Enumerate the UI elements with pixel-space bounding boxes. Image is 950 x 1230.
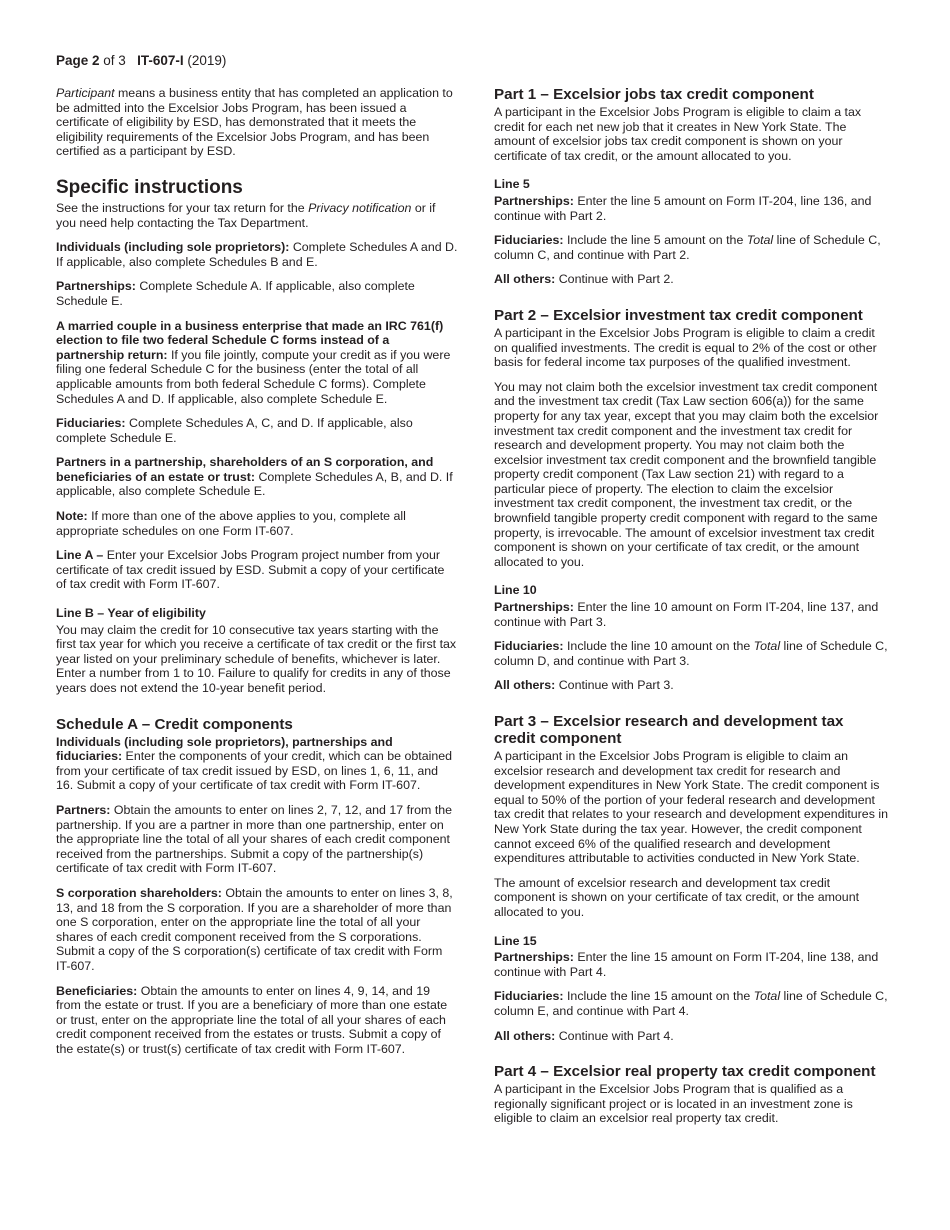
- specific-instructions-heading: Specific instructions: [56, 176, 243, 198]
- part-2-all-others-text: Continue with Part 3.: [555, 678, 674, 693]
- part-3-heading: Part 3 – Excelsior research and development tax credit component: [494, 713, 844, 747]
- schedule-a-beneficiaries-paragraph: [56, 984, 458, 1057]
- part-2-all-others: [494, 678, 888, 693]
- married-couple-text: If you file jointly, compute your credit as if you were filing one federal Schedule C for the business (enter the total of all applicable amounts from both federal Schedule C forms). Complete Schedules A and D. If applicable, also complete Schedule E.: [56, 347, 451, 406]
- part-2-fiduciaries-text-a: Include the line 10 amount on the: [563, 639, 754, 654]
- partnerships-text: Complete Schedule A. If applicable, also complete Schedule E.: [56, 279, 415, 308]
- part-1-all-others-text: Continue with Part 2.: [555, 272, 674, 287]
- form-year: (2019): [183, 53, 227, 68]
- individuals-text: Complete Schedules A and D. If applicable, also complete Schedules B and E.: [56, 240, 458, 269]
- line-5-heading: Line 5: [494, 177, 530, 192]
- right-column: [494, 86, 888, 1136]
- part-2-fiduciaries-label: Fiduciaries:: [494, 639, 564, 654]
- married-couple-paragraph: [56, 319, 458, 407]
- part-3-partnerships: [494, 950, 888, 979]
- part-3-fiduciaries-text-a: Include the line 15 amount on the: [563, 989, 754, 1004]
- part-3-text-1: A participant in the Excelsior Jobs Program is eligible to claim an excelsior research and development tax credit for research and development expenditures in New York State. The credit component is equal to 50% of the portion of your federal research and development tax credit that relates to your research and development expenditures in New York State during the tax year. However, the credit component cannot exceed 6% of the qualified research and development expenditures attributable to activities conducted in New York State.: [494, 749, 888, 866]
- part-2-text-1: A participant in the Excelsior Jobs Program is eligible to claim a credit on qualified investments. The credit is equal to 2% of the cost or other basis for federal income tax purposes of the qualified investment.: [494, 325, 877, 370]
- part-3-partnerships-label: Partnerships:: [494, 950, 574, 965]
- part-2-total-term: Total: [753, 639, 781, 654]
- part-3-fiduciaries-text-b: line of Schedule C, column E, and continue with Part 4.: [494, 989, 888, 1018]
- line-b-heading: Line B – Year of eligibility: [56, 606, 206, 621]
- married-couple-label: A married couple in a business enterprise that made an IRC 761(f) election to file two federal Schedule C forms instead of a partnership return:: [56, 318, 444, 362]
- left-column: [56, 86, 458, 1066]
- line-a-text: Enter your Excelsior Jobs Program project number from your certificate of tax credit issued by ESD. Submit a copy of your certificate of tax credit with Form IT-607.: [56, 548, 445, 592]
- schedule-a-individuals-text: Enter the components of your credit, which can be obtained from your certificate of tax credit issued by ESD, on lines 1, 6, 11, and 16. Submit a copy of your certificate of tax credit with Form IT-607.: [56, 749, 453, 793]
- part-3-all-others-text: Continue with Part 4.: [555, 1028, 674, 1043]
- line-a-paragraph: [56, 548, 458, 592]
- part-3-partnerships-text: Enter the line 15 amount on Form IT-204, line 138, and continue with Part 4.: [494, 950, 879, 979]
- schedule-a-partners-paragraph: [56, 803, 458, 876]
- part-2-fiduciaries-text-b: line of Schedule C, column D, and continue with Part 3.: [494, 639, 888, 668]
- partnerships-paragraph: [56, 279, 458, 308]
- part-3-all-others-label: All others:: [494, 1028, 556, 1043]
- fiduciaries-paragraph: [56, 416, 458, 445]
- fiduciaries-label: Fiduciaries:: [56, 416, 126, 431]
- note-text: If more than one of the above applies to you, complete all appropriate schedules on one Form IT-607.: [56, 509, 406, 538]
- line-a-label: Line A –: [56, 548, 104, 563]
- part-1-fiduciaries-text-b: line of Schedule C, column C, and continue with Part 2.: [494, 233, 881, 262]
- part-1-all-others-label: All others:: [494, 272, 556, 287]
- part-1-fiduciaries-label: Fiduciaries:: [494, 233, 564, 248]
- part-1-fiduciaries-text-a: Include the line 5 amount on the: [563, 233, 747, 248]
- part-3-text-2: The amount of excelsior research and development tax credit component is shown on your certificate of tax credit, or the amount allocated to you.: [494, 875, 860, 919]
- part-1-partnerships-text: Enter the line 5 amount on Form IT-204, line 136, and continue with Part 2.: [494, 193, 872, 223]
- part-2-all-others-label: All others:: [494, 678, 556, 693]
- part-2-fiduciaries: [494, 639, 888, 668]
- part-3-fiduciaries: [494, 989, 888, 1018]
- page-number: 2: [92, 53, 100, 68]
- line-10-heading: Line 10: [494, 583, 537, 598]
- partners-text: Complete Schedules A, B, and D. If applicable, also complete Schedule E.: [56, 469, 453, 499]
- schedule-a-beneficiaries-label: Beneficiaries:: [56, 983, 138, 998]
- schedule-a-partners-label: Partners:: [56, 802, 111, 817]
- participant-definition: [56, 86, 458, 159]
- part-1-heading: Part 1 – Excelsior jobs tax credit component: [494, 86, 814, 103]
- line-b-text: You may claim the credit for 10 consecutive tax years starting with the first tax year for which you receive a certificate of tax credit or the first tax year listed on your preliminary schedule of benefits, whichever is later. Enter a number from 1 to 10. Failure to qualify for credits in any of those years does not extend the 10-year benefit period.: [56, 622, 457, 695]
- participant-term: Participant: [56, 86, 115, 100]
- part-4-text: A participant in the Excelsior Jobs Program that is qualified as a regionally significant project or is located in an investment zone is eligible to claim an excelsior real property tax credit.: [494, 1082, 853, 1126]
- part-1-fiduciaries: [494, 233, 888, 262]
- privacy-notification-term: Privacy notification: [308, 200, 412, 215]
- part-3-fiduciaries-label: Fiduciaries:: [494, 989, 564, 1004]
- partnerships-label: Partnerships:: [56, 279, 136, 294]
- part-2-text-2: You may not claim both the excelsior investment tax credit component and the investment tax credit (Tax Law section 606(a)) for the same property for any tax year, except that you may claim both the excelsior investment tax credit component and the investment tax credit for research and development property. You may not claim both the excelsior investment tax credit component and the brownfield tangible property credit component (Tax Law section 21) with regard to a particular piece of property. The election to claim the excelsior investment tax credit component, the investment tax credit, or the brownfield tangible property credit component with regard to the same property, is irrevocable. The amount of excelsior investment tax credit component is shown on your certificate of tax credit, or the amount allocated to you.: [494, 379, 879, 569]
- part-1-partnerships-label: Partnerships:: [494, 193, 574, 208]
- part-1-total-term: Total: [746, 233, 774, 248]
- part-2-partnerships-label: Partnerships:: [494, 600, 574, 615]
- schedule-a-scorp-label: S corporation shareholders:: [56, 885, 222, 900]
- fiduciaries-text: Complete Schedules A, C, and D. If applicable, also complete Schedule E.: [56, 416, 413, 445]
- form-number: IT-607-I: [137, 53, 184, 68]
- part-4-heading: Part 4 – Excelsior real property tax credit component: [494, 1063, 876, 1081]
- page-word: Page: [56, 53, 93, 68]
- part-1-text: A participant in the Excelsior Jobs Program is eligible to claim a tax credit for each net new job that it creates in New York State. The amount of excelsior jobs tax credit component is shown on your certificate of tax credit, or the amount allocated to you.: [494, 105, 862, 163]
- page-of: of 3: [99, 53, 126, 68]
- schedule-a-scorp-text: Obtain the amounts to enter on lines 3, 8, 13, and 18 from the S corporation. If you are a shareholder of more than one S corporation, enter on the appropriate line the total of all your shares of each credit component received from the S corporations. Submit a copy of the S corporation(s) certificate of tax credit with Form IT-607.: [56, 885, 453, 973]
- part-3-total-term: Total: [753, 989, 781, 1004]
- schedule-a-heading: Schedule A – Credit components: [56, 715, 293, 733]
- note-label: Note:: [56, 509, 88, 524]
- part-3-all-others: [494, 1029, 888, 1044]
- partners-label: Partners in a partnership, shareholders of an S corporation, and beneficiaries of an estate or trust:: [56, 455, 434, 484]
- schedule-a-individuals-label: Individuals (including sole proprietors), partnerships and fiduciaries:: [56, 734, 393, 764]
- schedule-a-individuals-paragraph: [56, 735, 458, 793]
- part-2-heading: Part 2 – Excelsior investment tax credit component: [494, 306, 863, 324]
- schedule-a-beneficiaries-text: Obtain the amounts to enter on lines 4, 9, 14, and 19 from the estate or trust. If you are a beneficiary of more than one estate or trust, enter on the appropriate line the total of all your shares of each credit component received from the estates or trusts. Submit a copy of the estate(s) or trust(s) certificate of tax credit with Form IT-607.: [56, 983, 448, 1056]
- page-header: [56, 54, 226, 69]
- privacy-text-b: or if you need help contacting the Tax Department.: [56, 200, 436, 230]
- line-15-heading: Line 15: [494, 933, 537, 948]
- privacy-paragraph: [56, 201, 458, 230]
- partners-paragraph: [56, 455, 458, 499]
- privacy-text-a: See the instructions for your tax return for the: [56, 200, 309, 215]
- schedule-a-partners-text: Obtain the amounts to enter on lines 2, 7, 12, and 17 from the partnership. If you are a partner in more than one partnership, enter on the appropriate line the total of all your shares of each credit component received from the partnerships. Submit a copy of the partnership(s) certificate of tax credit with Form IT-607.: [56, 802, 453, 876]
- part-1-partnerships: [494, 194, 888, 223]
- schedule-a-scorp-paragraph: [56, 886, 458, 974]
- individuals-paragraph: [56, 240, 458, 269]
- participant-text: means a business entity that has completed an application to be admitted into the Excelsior Jobs Program, has been issued a certificate of eligibility by ESD, has demonstrated that it meets the eligibility requirements of the Excelsior Jobs Program, and has been certified as a participant by ESD.: [56, 86, 453, 159]
- part-2-partnerships: [494, 600, 888, 629]
- note-paragraph: [56, 509, 458, 538]
- individuals-label: Individuals (including sole proprietors):: [56, 240, 290, 255]
- part-1-all-others: [494, 272, 888, 287]
- part-2-partnerships-text: Enter the line 10 amount on Form IT-204, line 137, and continue with Part 3.: [494, 600, 879, 629]
